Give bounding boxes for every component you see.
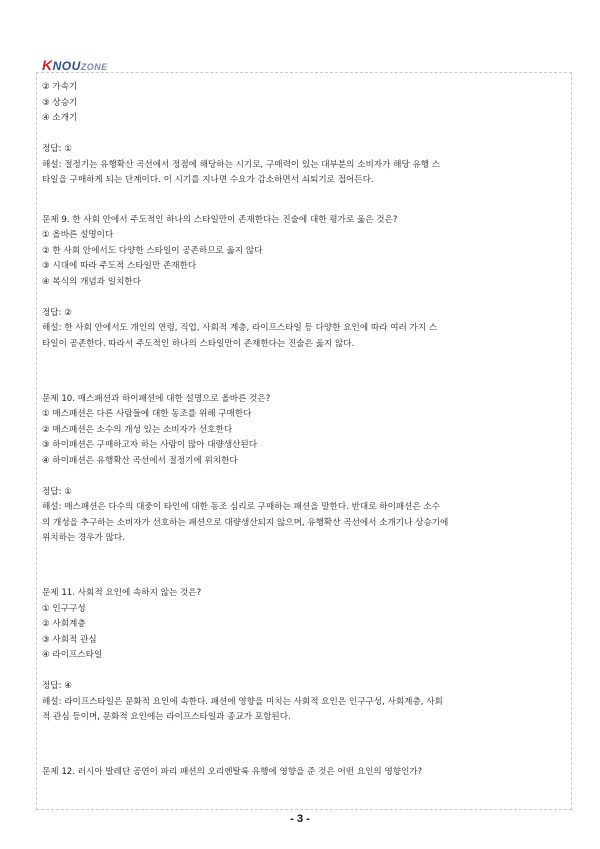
option-3: ③ 사회적 관심 [42,634,97,645]
explanation-line: 위치하는 경우가 많다. [42,533,125,543]
option-2: ② 사회계층 [42,619,86,629]
option-4: ④ 하이패션은 유행확산 곡선에서 절정기에 위치한다 [42,455,238,466]
question-9 [42,213,562,353]
option-4: ④ 라이프스타일 [42,650,103,660]
answer: 정답: ④ [42,681,72,691]
explanation-line: 해설: 한 사회 안에서도 개인의 연령, 직업, 사회적 계층, 라이프스타일 등 다양한 요인에 따라 여러 가지 스 [42,323,438,333]
explanation-line: 타일을 구매하게 되는 단계이다. 이 시기를 지나면 수요가 감소하면서 쇠퇴기로 접어든다. [42,175,374,185]
option-1: ① 올바른 설명이다 [42,230,114,240]
page-content [42,80,562,781]
explanation-line: 적 관심 등이며, 문화적 요인에는 라이프스타일과 종교가 포함된다. [42,712,291,722]
option-2: ② 가속기 [42,82,78,92]
question-11 [42,586,562,726]
option-2: ② 매스패션은 소수의 개성 있는 소비자가 선호한다 [42,424,233,435]
option-2: ② 한 사회 안에서도 다양한 스타일이 공존하므로 옳지 않다 [42,245,263,256]
explanation-line: 의 개성을 추구하는 소비자가 선호하는 패션으로 대량생산되지 않으며, 유행확산 곡선에서 소개기나 상승기에 [42,517,449,528]
answer: 정답: ② [42,307,72,318]
explanation-line: 해설: 라이프스타일은 문화적 요인에 속한다. 패션에 영향을 미치는 사회적 요인은 인구구성, 사회계층, 사회 [42,696,443,707]
explanation-line: 타일이 공존한다. 따라서 주도적인 하나의 스타일만이 존재한다는 진술은 옳지 않다. [42,338,355,349]
question-text: 문제 11. 사회적 요인에 속하지 않는 것은? [42,588,202,598]
option-4: ④ 소개기 [42,113,78,123]
explanation-line: 해설: 절정기는 유행확산 곡선에서 정점에 해당하는 시기로, 구매력이 있는 대부분의 소비자가 해당 유행 스 [42,159,441,170]
option-1: ① 인구구성 [42,603,86,614]
option-3: ③ 시대에 따라 주도적 스타일만 존재한다 [42,261,197,271]
option-3: ③ 상승기 [42,97,78,108]
option-4: ④ 복식의 개념과 일치한다 [42,276,141,287]
explanation-line: 해설: 매스패션은 다수의 대중이 타인에 대한 동조 심리로 구매하는 패션을 말한다. 반대로 하이패션은 소수 [42,502,441,512]
question-12 [42,765,562,781]
question-text: 문제 9. 한 사회 안에서 주도적인 하나의 스타일만이 존재한다는 진술에 대한 평가로 옳은 것은? [42,214,398,225]
question-text: 문제 10. 매스패션과 하이패션에 대한 설명으로 올바른 것은? [42,393,271,404]
question-8-tail [42,80,562,189]
page-number: - 3 - [290,813,310,825]
answer: 정답: ① [42,486,72,497]
option-3: ③ 하이패션은 구매하고자 하는 사람이 많아 대량생산된다 [42,440,258,450]
option-1: ① 매스패션은 다른 사람들에 대한 동조를 위해 구매한다 [42,409,252,419]
answer: 정답: ① [42,144,72,154]
knouzone-logo: KNOUZONE [42,57,108,73]
question-text: 문제 12. 러시아 발레단 공연이 파리 패션의 오리엔탈룩 유행에 영향을 준 것은 어떤 요인의 영향인가? [42,767,423,777]
question-10 [42,392,562,547]
